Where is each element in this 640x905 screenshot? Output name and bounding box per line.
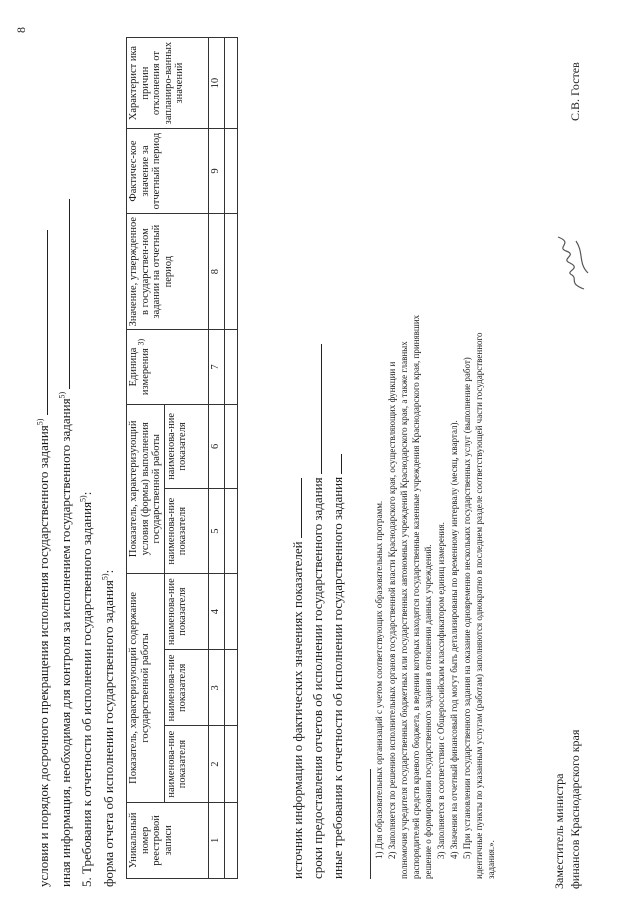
- footnote-5-line-3: задания.».: [486, 840, 496, 879]
- subheader-indicator-name: наименова-ние показателя: [164, 650, 208, 726]
- early-termination-text: условия и порядок досрочного прекращения исполнения государственного задания: [36, 425, 51, 887]
- header-work-conditions: Показатель, характеризующий условия (формы) выполнения государственной работы: [127, 404, 165, 573]
- table-row: [224, 38, 237, 879]
- report-deadlines-line: сроки предоставления отчетов об исполнении государственного задания: [310, 344, 325, 879]
- report-form-table: [126, 37, 238, 879]
- header-approved-value: Значение, утвержденное в государствен-ном задании на отчетный период: [127, 213, 209, 330]
- column-number: 1: [208, 802, 224, 878]
- header-actual-value: Фактичес-кое значение за отчетный период: [127, 129, 209, 214]
- footnote-2-line-1: 2) Заполняется по решению исполнительных органов государственной власти Краснодарского края, осуществляющих функции и: [387, 361, 397, 859]
- info-source-line: источник информации о фактических значениях показателей: [290, 478, 305, 879]
- footnote-5-line-1: 5) При установлении государственного задания на оказание одновременно нескольких государственных услуг (выполнение работ): [462, 357, 472, 859]
- column-number: 5: [208, 489, 224, 574]
- subheader-indicator-name: наименова-ние показателя: [164, 726, 208, 802]
- column-number: 6: [208, 404, 224, 489]
- footnote-4: 4) Значения на отчетный финансовый год могут быть детализированы по временному интервалу (месяц, квартал).: [449, 420, 459, 859]
- page-number: 8: [14, 27, 28, 33]
- footnote-2-line-4: решение о формировании государственного задания в отношении данных учреждений.: [423, 544, 433, 879]
- column-number: 4: [208, 574, 224, 650]
- signatory-title-line-2: финансов Краснодарского края: [568, 729, 582, 889]
- blank-line: [36, 230, 48, 415]
- column-number: 8: [208, 213, 224, 330]
- footnote-3: 3) Заполняется в соответствии с Общероссийским классификатором единиц измерения.: [436, 522, 446, 859]
- subheader-indicator-name: наименова-ние показателя: [164, 489, 208, 574]
- blank-line: [330, 454, 342, 474]
- column-number-row: [208, 38, 224, 879]
- other-info-line: иная информация, необходимая для контроля за исполнением государственного задания$^{5)}$: [58, 199, 73, 887]
- header-work-content: Показатель, характеризующий содержание государственной работы: [127, 574, 165, 803]
- footnote-divider: [370, 769, 371, 879]
- footnote-5-line-2: идентичные пункты по указанным услугам (работам) заполняются однократно в последнем разделе соответствующей части государственного: [474, 332, 484, 879]
- blank-line: [290, 478, 302, 538]
- footnote-2-line-3: распорядителей средств краевого бюджета, в ведении которых находятся государственные казенные учреждения Краснодарского края, принявших: [411, 314, 421, 879]
- column-number: 2: [208, 726, 224, 802]
- other-requirements-line: иные требования к отчетности об исполнении государственного задания: [330, 454, 345, 879]
- early-termination-line: условия и порядок досрочного прекращения исполнения государственного задания$^{5)}$: [36, 230, 51, 887]
- header-unit: Единица измерения $^{3)}$: [127, 330, 209, 404]
- signatory-title-line-1: Заместитель министра: [552, 773, 566, 889]
- other-info-text: иная информация, необходимая для контроля за исполнением государственного задания: [58, 398, 73, 887]
- handwritten-signature: [548, 229, 596, 293]
- report-form-line: форма отчета об исполнении государственного задания$^{5)}$:: [100, 569, 116, 887]
- footnote-2-line-2: полномочия учредителя государственных бюджетных или государственных автономных учреждений Краснодарского края, а также главных: [399, 341, 409, 879]
- header-deviation-reason: Характерист ика причин отклонения от запланиро-ванных значений: [127, 38, 209, 129]
- subheader-indicator-name: наименова-ние показателя: [164, 404, 208, 489]
- subheader-indicator-name: наименова-ние показателя: [164, 574, 208, 650]
- blank-line: [58, 199, 70, 389]
- column-number: 7: [208, 330, 224, 404]
- signatory-name: С.В. Гостев: [568, 62, 582, 121]
- blank-line: [310, 344, 322, 474]
- header-unique-number: Уникальный номер реестровой записи: [127, 802, 209, 878]
- column-number: 10: [208, 38, 224, 129]
- column-number: 3: [208, 650, 224, 726]
- column-number: 9: [208, 129, 224, 214]
- section-5-heading: 5. Требования к отчетности об исполнении государственного задания$^{5)}$:: [78, 491, 94, 887]
- footnote-1: 1) Для образовательных организаций с учетом соответствующих образовательных программ.: [374, 500, 384, 859]
